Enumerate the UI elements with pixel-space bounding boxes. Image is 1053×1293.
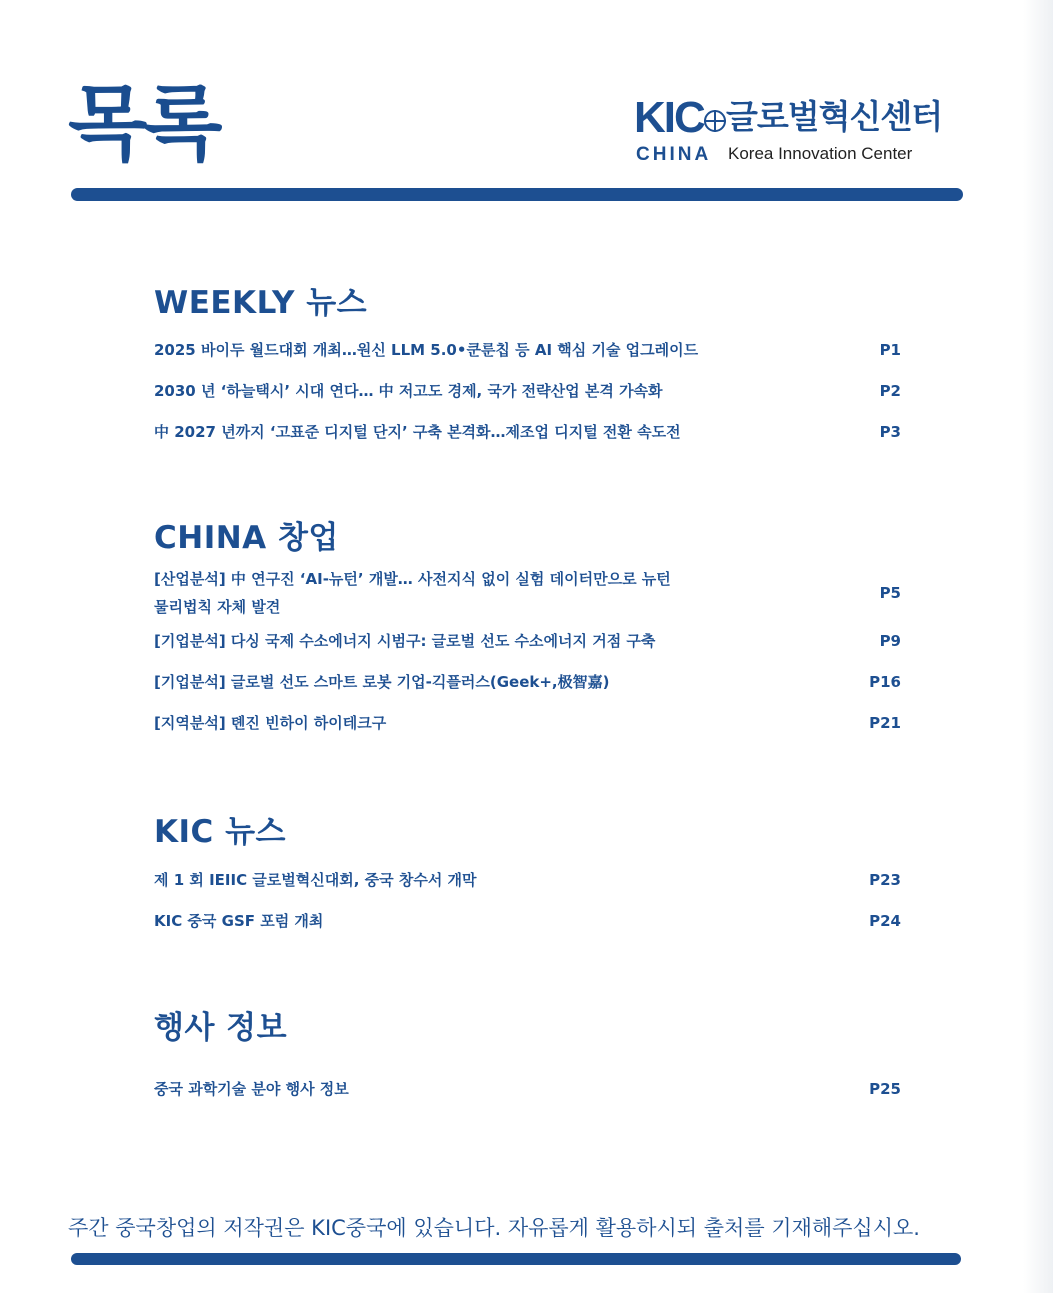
toc-page-number[interactable]: P3 [879, 423, 901, 441]
toc-page-number[interactable]: P9 [879, 632, 901, 650]
toc-page-number[interactable]: P2 [879, 382, 901, 400]
toc-item[interactable]: [기업분석] 글로벌 선도 스마트 로봇 기업-긱플러스(Geek+,极智嘉) [154, 673, 610, 691]
globe-icon [704, 110, 726, 132]
toc-page-number[interactable]: P16 [869, 673, 901, 691]
logo-english-name: Korea Innovation Center [728, 144, 913, 163]
footer-divider [71, 1253, 961, 1265]
logo-china-text: CHINA [636, 144, 712, 165]
toc-item[interactable]: 中 2027 년까지 ‘고표준 디지털 단지’ 구축 본격화…제조업 디지털 전환 속도전 [154, 423, 681, 441]
logo-kic-text: KIC [634, 93, 704, 142]
toc-page-number[interactable]: P23 [869, 871, 901, 889]
kic-logo [634, 93, 964, 166]
section-heading-events: 행사 정보 [154, 1010, 288, 1046]
toc-item[interactable]: [기업분석] 다싱 국제 수소에너지 시범구: 글로벌 선도 수소에너지 거점 구축 [154, 632, 656, 650]
toc-item[interactable]: KIC 중국 GSF 포럼 개최 [154, 912, 324, 930]
section-heading-weekly: WEEKLY 뉴스 [154, 285, 368, 321]
toc-page-number[interactable]: P25 [869, 1080, 901, 1098]
toc-page-number[interactable]: P21 [869, 714, 901, 732]
toc-item[interactable]: [지역분석] 톈진 빈하이 하이테크구 [154, 714, 387, 732]
section-heading-kic: KIC 뉴스 [154, 814, 286, 850]
page-title: 목록 [68, 77, 219, 172]
toc-item[interactable]: 제 1 회 IEIIC 글로벌혁신대회, 중국 창수서 개막 [154, 871, 477, 889]
toc-item[interactable]: [산업분석] 中 연구진 ‘AI-뉴턴’ 개발… 사전지식 없이 실험 데이터만으로 뉴턴 [154, 570, 671, 588]
header-divider [71, 188, 963, 201]
toc-page-number[interactable]: P1 [879, 341, 901, 359]
toc-page-number[interactable]: P24 [869, 912, 901, 930]
copyright-notice: 주간 중국창업의 저작권은 KIC중국에 있습니다. 자유롭게 활용하시되 출처를 기재해주십시오. [68, 1216, 920, 1240]
toc-item[interactable]: 2025 바이두 월드대회 개최…원신 LLM 5.0•쿤룬칩 등 AI 핵심 기술 업그레이드 [154, 341, 699, 359]
toc-item[interactable]: 2030 년 ‘하늘택시’ 시대 연다… 中 저고도 경제, 국가 전략산업 본격 가속화 [154, 382, 663, 400]
logo-korean-name: 글로벌혁신센터 [726, 97, 943, 136]
page-edge-shadow [1023, 0, 1053, 1293]
toc-page-number[interactable]: P5 [879, 584, 901, 602]
toc-item[interactable]: 중국 과학기술 분야 행사 정보 [154, 1080, 349, 1098]
toc-item-continuation[interactable]: 물리법칙 자체 발견 [154, 598, 281, 616]
section-heading-china: CHINA 창업 [154, 520, 339, 556]
